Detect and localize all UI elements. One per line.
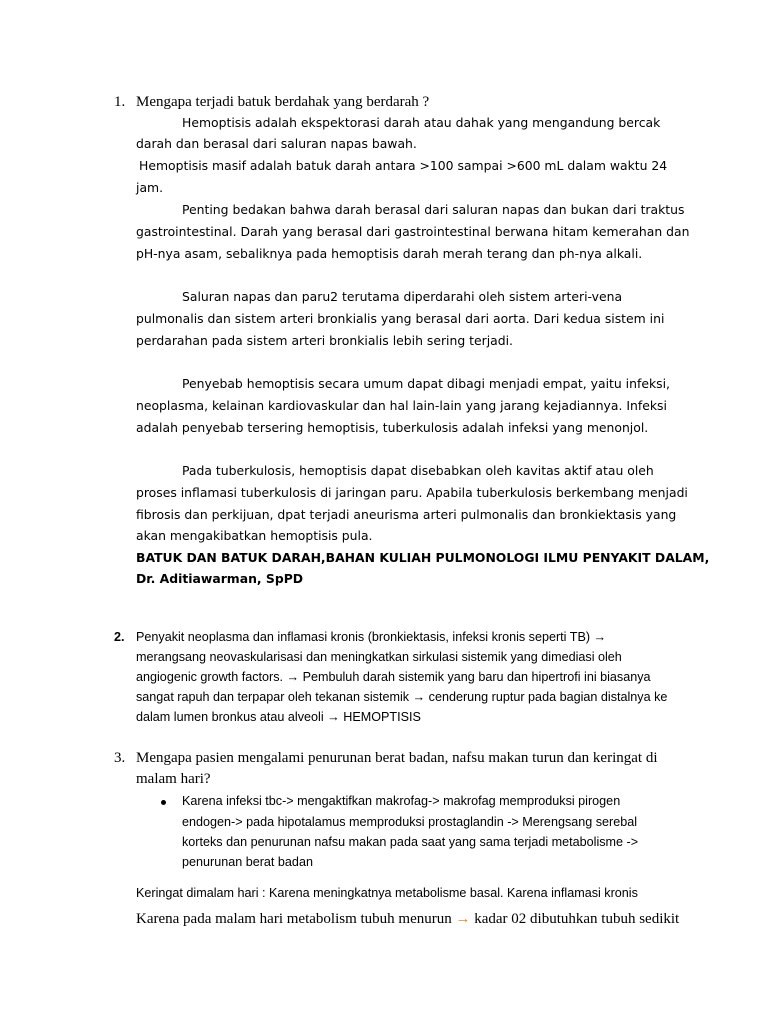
q1-source: BATUK DAN BATUK DARAH,BAHAN KULIAH PULMONOLOGI ILMU PENYAKIT DALAM, [136,550,710,565]
q3-last-line: Karena pada malam hari metabolism tubuh menurun → kadar 02 dibutuhkan tubuh sedikit [136,911,680,927]
q2-line-4: sangat rapuh dan terpapar oleh tekanan sistemik → cenderung ruptur pada bagian distalnya ke [136,690,668,704]
q1-question: Mengapa terjadi batuk berdahak yang berdarah ? [136,94,430,110]
q2-number: 2. [114,630,125,644]
q1-line: Penyebab hemoptisis secara umum dapat dibagi menjadi empat, yaitu infeksi, [182,376,670,391]
q1-line: gastrointestinal. Darah yang berasal dari gastrointestinal berwana hitam kemerahan dan [136,224,690,239]
arrow-icon: → [412,690,426,704]
q3-bullet-line: endogen-> pada hipotalamus memproduksi prostaglandin -> Merengsang serebal [182,815,638,829]
bullet-icon [161,800,166,805]
q1-line: perdarahan pada sistem arteri bronkialis lebih sering terjadi. [136,333,513,348]
arrow-icon: → [593,630,607,644]
q1-line: akan mengakibatkan hemoptisis pula. [136,528,373,543]
arrow-icon: → [327,710,340,724]
q1-line: Pada tuberkulosis, hemoptisis dapat disebabkan oleh kavitas aktif atau oleh [182,463,654,478]
q3-question-cont: malam hari? [136,771,211,787]
q1-line: adalah penyebab tersering hemoptisis, tuberkulosis adalah infeksi yang menonjol. [136,420,649,435]
q1-line: pH-nya asam, sebaliknya pada hemoptisis darah merah terang dan ph-nya alkali. [136,246,643,261]
q1-source-author: Dr. Aditiawarman, SpPD [136,571,304,586]
q3-bullet-line: penurunan berat badan [182,855,313,869]
q1-line: Saluran napas dan paru2 terutama diperdarahi oleh sistem arteri-vena [182,289,623,304]
q1-line: Hemoptisis masif adalah batuk darah antara >100 sampai >600 mL dalam waktu 24 [139,158,668,173]
q2-line-5: dalam lumen bronkus atau alveoli → HEMOPTISIS [136,710,421,724]
arrow-icon: → [455,911,471,927]
q2-line-3: angiogenic growth factors. → Pembuluh darah sistemik yang baru dan hipertrofi ini biasanya [136,670,651,684]
q1-line: neoplasma, kelainan kardiovaskular dan hal lain-lain yang jarang kejadiannya. Infeksi [136,398,667,413]
q1-line: Hemoptisis adalah ekspektorasi darah atau dahak yang mengandung bercak [182,115,661,130]
q3-keringat: Keringat dimalam hari : Karena meningkatnya metabolisme basal. Karena inflamasi kronis [136,886,638,900]
q2-line-2: merangsang neovaskularisasi dan meningkatkan sirkulasi sistemik yang dimediasi oleh [136,650,622,664]
q1-line: proses inflamasi tuberkulosis di jaringan paru. Apabila tuberkulosis berkembang menjadi [136,485,688,500]
arrow-icon: → [286,670,300,684]
q3-bullet-line: Karena infeksi tbc-> mengaktifkan makrofag-> makrofag memproduksi pirogen [182,794,621,808]
q1-line: darah dan berasal dari saluran napas bawah. [136,136,417,151]
q1-line: pulmonalis dan sistem arteri bronkialis yang berasal dari aorta. Dari kedua sistem ini [136,311,665,326]
q1-line: Penting bedakan bahwa darah berasal dari saluran napas dan bukan dari traktus [182,202,685,217]
q1-line: jam. [136,180,164,195]
q1-number: 1. [114,94,126,110]
q3-bullet-line: korteks dan penurunan nafsu makan pada saat yang sama terjadi metabolisme -> [182,835,639,849]
q3-number: 3. [114,750,126,766]
q3-question: Mengapa pasien mengalami penurunan berat badan, nafsu makan turun dan keringat di [136,750,658,766]
q1-line: fibrosis dan perkijuan, dpat terjadi aneurisma arteri pulmonalis dan bronkiektasis yang [136,507,677,522]
q2-line-1: Penyakit neoplasma dan inflamasi kronis (bronkiektasis, infeksi kronis seperti TB) → [136,630,607,644]
